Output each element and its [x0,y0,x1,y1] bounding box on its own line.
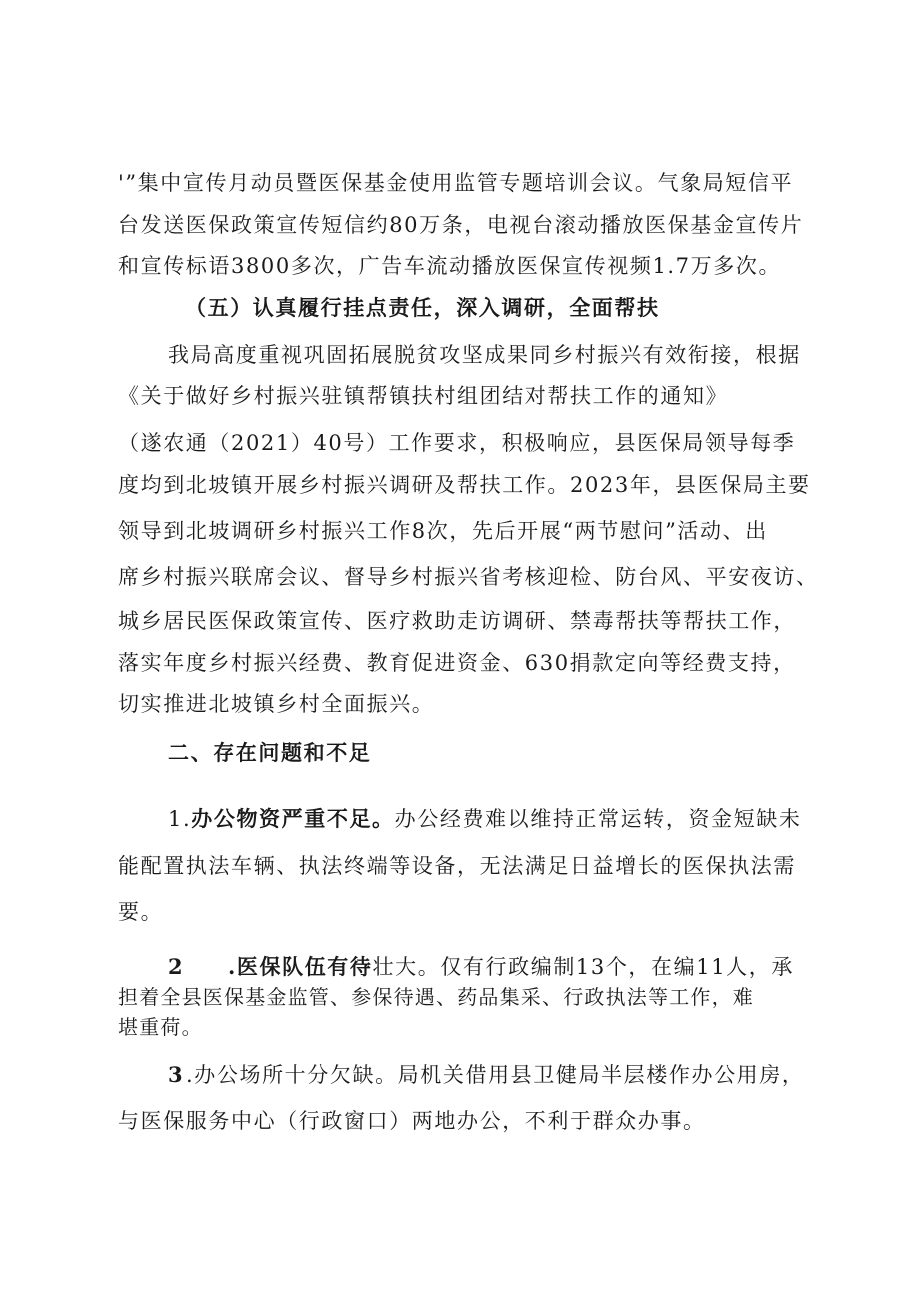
item-2-first-line [168,952,794,982]
paragraph-line: 和宣传标语3800多次，广告车流动播放医保宣传视频1.7万多次。 [118,254,782,278]
paragraph-line: 度均到北坡镇开展乡村振兴调研及帮扶工作。2023年，县医保局主要 [118,473,811,497]
item-title: 办公物资严重不足。 [191,806,395,831]
item-3-first-line [168,1060,804,1090]
paragraph-line: 要。 [118,900,164,924]
paragraph-line: 《关于做好乡村振兴驻镇帮镇扶村组团结对帮扶工作的通知》 [118,384,729,408]
item-number: 3 [168,1062,185,1087]
item-1-first-line [168,804,801,834]
item-text: 办公经费难以维持正常运转，资金短缺未 [394,807,802,831]
paragraph-line: 台发送医保政策宣传短信约80万条，电视台滚动播放医保基金宣传片 [118,213,804,237]
paragraph-line: 城乡居民医保政策宣传、医疗救助走访调研、禁毒帮扶等帮扶工作， [118,609,796,633]
item-number: 2 [168,954,185,979]
paragraph-line: 能配置执法车辆、执法终端等设备，无法满足日益增长的医保执法需 [118,854,796,878]
paragraph-line: 落实年度乡村振兴经费、教育促进资金、630捐款定向等经费支持， [118,651,796,675]
item-title: .医保队伍有待 [228,954,373,979]
section-heading-5: （五）认真履行挂点责任，深入调研，全面帮扶 [185,295,660,320]
item-text: .办公场所十分欠缺。局机关借用县卫健局半层楼作办公用房， [186,1063,805,1087]
paragraph-line: 我局高度重视巩固拓展脱贫攻坚成果同乡村振兴有效衔接，根据 [168,343,801,367]
paragraph-line: 堪重荷。 [118,1015,203,1039]
paragraph-line: 担着全县医保基金监管、参保待遇、药品集采、行政执法等工作，难 [118,985,754,1009]
paragraph-line: 与医保服务中心（行政窗口）两地办公，不利于群众办事。 [118,1109,706,1133]
item-text: 壮大。仅有行政编制13个，在编11人，承 [372,955,794,979]
paragraph-line: '”集中宣传月动员暨医保基金使用监管专题培训会议。气象局短信平 [118,171,794,195]
item-number: 1. [168,807,192,831]
paragraph-line: 切实推进北坡镇乡村全面振兴。 [118,692,435,716]
paragraph-line: 领导到北坡调研乡村振兴工作8次，先后开展“两节慰问”活动、出 [118,519,768,543]
paragraph-line: 席乡村振兴联席会议、督导乡村振兴省考核迎检、防台风、平安夜访、 [118,565,819,589]
paragraph-line: （遂农通（2021）40号）工作要求，积极响应，县医保局领导每季 [118,431,796,455]
section-heading-2: 二、存在问题和不足 [168,740,372,765]
